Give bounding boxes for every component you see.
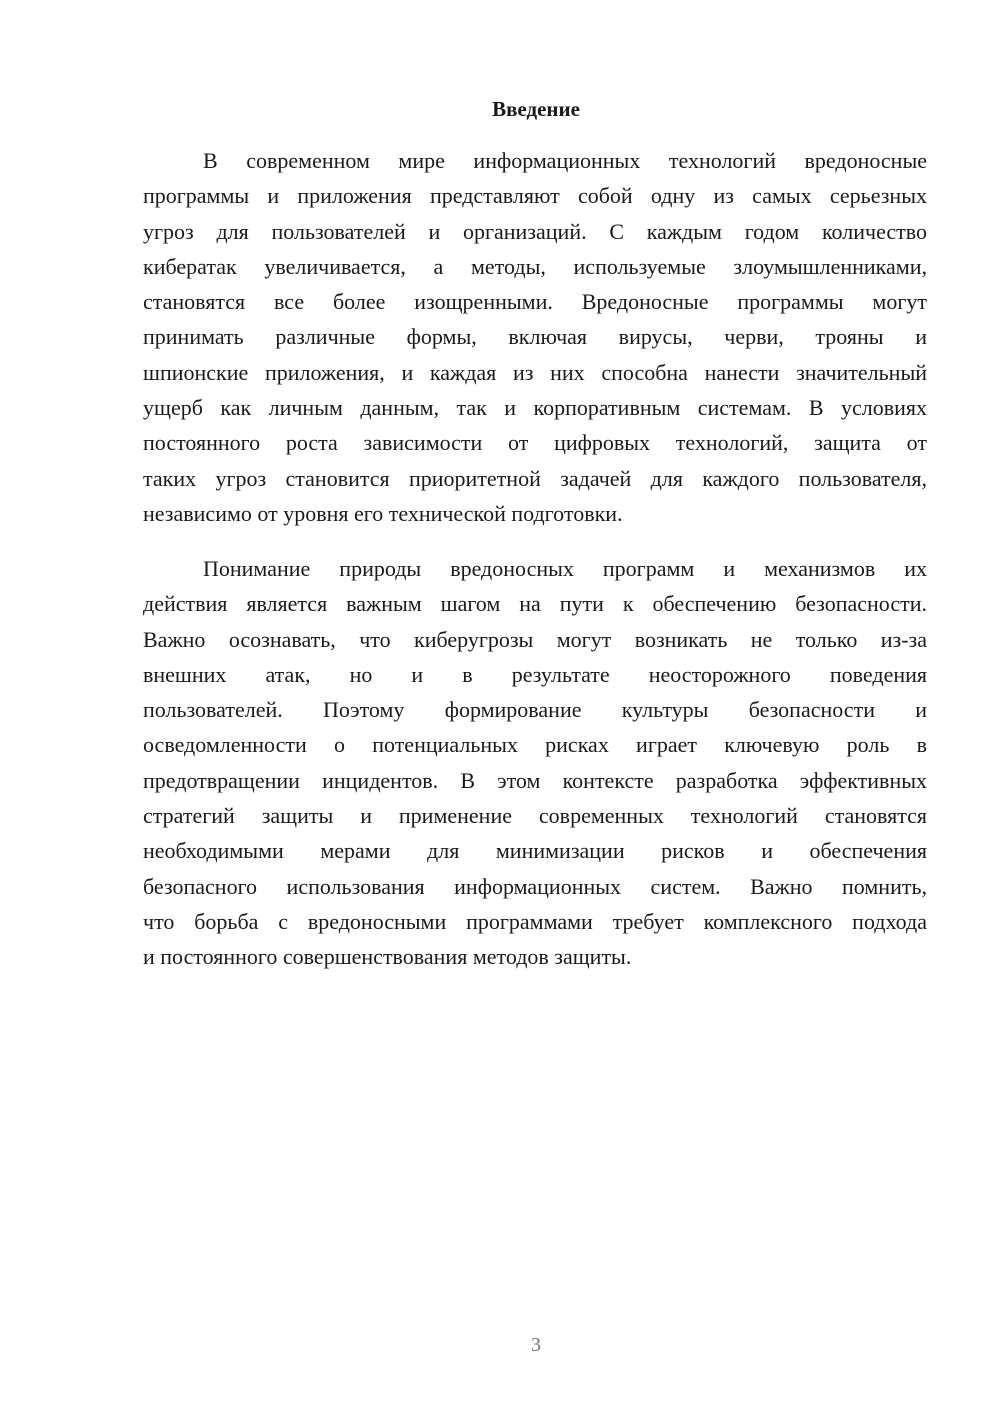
- text-line: ущерб как личным данным, так и корпоративным системам. В условиях: [143, 395, 927, 421]
- page-number: 3: [531, 1334, 541, 1356]
- section-title: Введение: [492, 97, 580, 121]
- text-line: что борьба с вредоносными программами требует комплексного подхода: [143, 908, 927, 934]
- text-line: предотвращении инцидентов. В этом контексте разработка эффективных: [143, 767, 927, 793]
- text-line: принимать различные формы, включая вирусы, черви, трояны и: [143, 324, 927, 350]
- text-line: действия является важным шагом на пути к обеспечению безопасности.: [143, 591, 927, 617]
- text-line: постоянного роста зависимости от цифровых технологий, защита от: [143, 430, 927, 456]
- text-line: шпионские приложения, и каждая из них способна нанести значительный: [143, 359, 927, 385]
- text-line: таких угроз становится приоритетной задачей для каждого пользователя,: [143, 465, 927, 491]
- text-line: кибератак увеличивается, а методы, используемые злоумышленниками,: [143, 253, 927, 279]
- text-line: Понимание природы вредоносных программ и механизмов их: [203, 556, 927, 581]
- text-line: безопасного использования информационных систем. Важно помнить,: [143, 873, 927, 899]
- text-line: В современном мире информационных технологий вредоносные: [203, 148, 927, 173]
- text-line: стратегий защиты и применение современных технологий становятся: [143, 803, 927, 829]
- text-line: независимо от уровня его технической подготовки.: [143, 500, 623, 526]
- paragraph-1: [143, 143, 927, 531]
- text-line: внешних атак, но и в результате неосторожного поведения: [143, 661, 927, 687]
- text-line: становятся все более изощренными. Вредоносные программы могут: [143, 289, 927, 315]
- text-line: программы и приложения представляют собой одну из самых серьезных: [143, 183, 927, 209]
- text-line: угроз для пользователей и организаций. С каждым годом количество: [143, 218, 927, 244]
- text-line: пользователей. Поэтому формирование культуры безопасности и: [143, 697, 927, 723]
- text-line: и постоянного совершенствования методов защиты.: [143, 944, 632, 970]
- text-line: Важно осознавать, что киберугрозы могут возникать не только из-за: [143, 626, 927, 652]
- text-line: осведомленности о потенциальных рисках играет ключевую роль в: [143, 732, 927, 758]
- text-line: необходимыми мерами для минимизации рисков и обеспечения: [143, 838, 927, 864]
- paragraph-2: [143, 551, 927, 975]
